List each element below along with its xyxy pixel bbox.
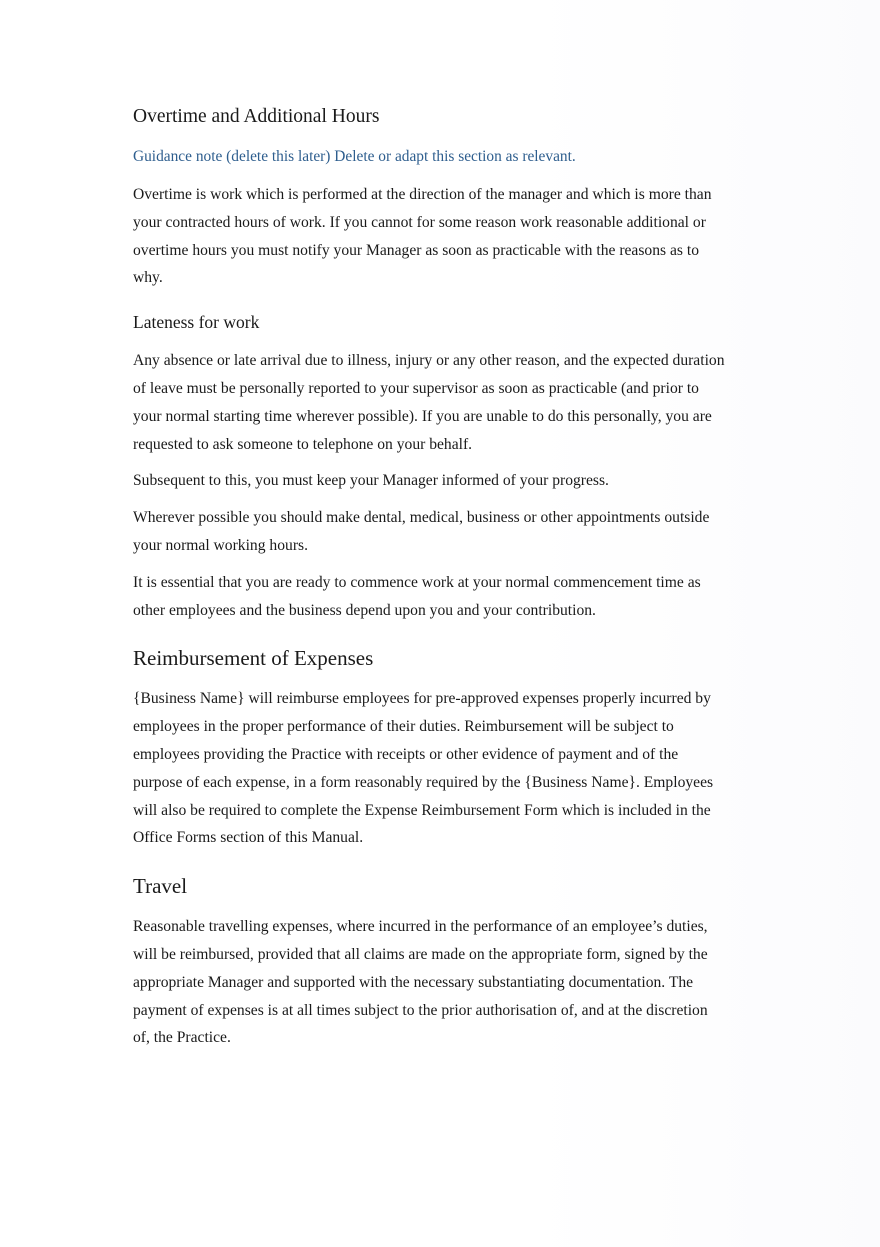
paragraph-lateness-3: Wherever possible you should make dental, medical, business or other appointments outside your normal working hours. [133, 509, 710, 554]
paragraph-overtime: Overtime is work which is performed at the direction of the manager and which is more than your contracted hours of work. If you cannot for some reason work reasonable additional or overtime hours you must notify your Manager as soon as practicable with the reasons as to why. [133, 186, 712, 287]
paragraph-reimbursement: {Business Name} will reimburse employees for pre-approved expenses properly incurred by employees in the proper performance of their duties. Reimbursement will be subject to employees providing the Practice with receipts or other evidence of payment and of the purpose of each expense, in a form reasonably required by the {Business Name}. Employees will also be required to complete the Expense Reimbursement Form which is included in the Office Forms section of this Manual. [133, 690, 714, 847]
heading-overtime: Overtime and Additional Hours [133, 106, 380, 127]
paragraph-lateness-4: It is essential that you are ready to commence work at your normal commencement time as other employees and the business depend upon you and your contribution. [133, 573, 701, 619]
paragraph-lateness-2: Subsequent to this, you must keep your Manager informed of your progress. [133, 472, 609, 490]
guidance-note: Guidance note (delete this later) Delete or adapt this section as relevant. [133, 148, 576, 165]
paragraph-lateness-1: Any absence or late arrival due to illness, injury or any other reason, and the expected duration of leave must be personally reported to your supervisor as soon as practicable (and prior to your normal starting time wherever possible). If you are unable to do this personally, you are requested to ask someone to telephone on your behalf. [133, 352, 725, 453]
heading-lateness: Lateness for work [133, 312, 260, 333]
heading-travel: Travel [133, 874, 188, 899]
document-body [133, 103, 728, 1052]
paragraph-travel: Reasonable travelling expenses, where incurred in the performance of an employee’s duties, will be reimbursed, provided that all claims are made on the appropriate form, signed by the appropriate Manager and supported with the necessary substantiating documentation. The payment of expenses is at all times subject to the prior authorisation of, and at the discretion of, the Practice. [133, 918, 708, 1047]
heading-reimbursement: Reimbursement of Expenses [133, 646, 374, 671]
